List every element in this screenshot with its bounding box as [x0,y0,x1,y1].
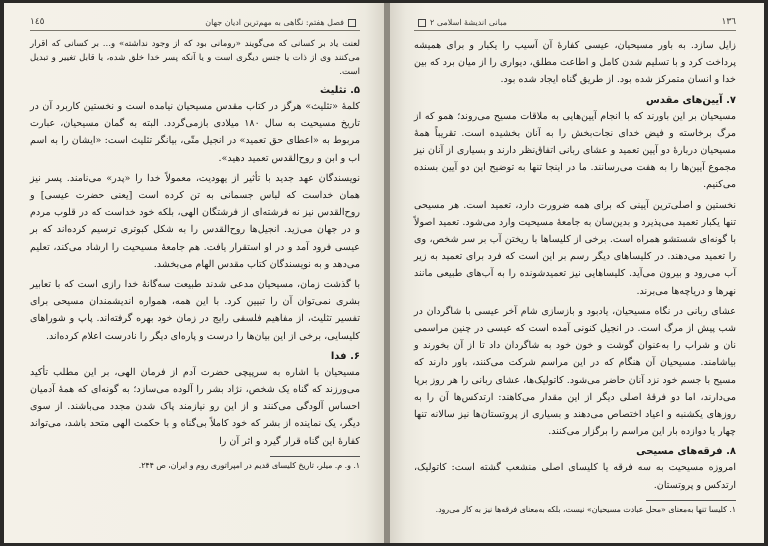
left-header-title: فصل هفتم: نگاهی به مهم‌ترین ادیان جهان [205,17,344,27]
bullet-square-icon [418,19,426,27]
footnote-divider [270,456,360,457]
paragraph: کلمهٔ «تثلیث» هرگز در کتاب مقدس مسیحیان نیامده است و نخستین کاربرد آن در تاریخ مسیحیت به سال ۱۸۰ میلادی بازمی‌گردد. البته به گمان مسیحیان، عبارت مربوط به «اعطای حق تعمید» در انجیل متّی، بیانگر تثلیث است: «ایشان را به اسم اب و ابن و روح‌القدس تعمید دهید». [30,101,360,164]
right-page-number: ١٣٦ [721,17,736,27]
paragraph: مسیحیان با اشاره به سرپیچی حضرت آدم از فرمان الهی، بر این مطلب تأکید می‌ورزند که گناه یک شخص، نژاد بشر را آلوده می‌سازد؛ به گونه‌ای که همهٔ آدمیان احساس آلودگی می‌کنند و از این رو نیازمند پاک شدن مجدد می‌باشند. از سوی دیگر، یک نماینده از بشر که خود کاملاً بی‌گناه و با حکمت الهی متحد باشد، می‌تواند کفارهٔ این گناه قرار گیرد و اثر آن را [30,366,360,447]
paragraph: با گذشت زمان، مسیحیان مدعی شدند طبیعت سه‌گانهٔ خدا رازی است که با تعابیر بشری نمی‌توان آن را تبیین کرد. با این همه، همواره اندیشمندان مسیحی برای تفسیر تثلیث، از مفاهیم فلسفی رایج در زمان خود بهره گرفته‌اند. پاپ و شوراهای کلیسایی، برخی از این بیان‌ها را درست و پاره‌ای دیگر را نادرست اعلام کرده‌اند. [30,279,360,342]
left-page-header [30,17,360,31]
paragraph: مسیحیان بر این باورند که با انجام آیین‌هایی به ملاقات مسیح می‌روند؛ همو که از مرگ برخاسته و فیض خدای نجات‌بخش را به آنان بخشیده است. تقریباً همهٔ مسیحیان دربارهٔ دو آیین تعمید و عشای ربانی اتفاق‌نظر دارند و بسیاری از آنان نیز مجموع آیین‌ها را به هفت می‌رسانند. ما در اینجا تنها به توضیح این دو آیین بسنده می‌کنیم. [414,110,736,191]
section-title-sacraments: ۷. آیین‌های مقدس [646,94,736,106]
footnote-divider [646,500,736,501]
section-title-denominations: ۸. فرقه‌های مسیحی [636,446,736,458]
left-page-number: ١٤٥ [30,17,45,27]
paragraph: نویسندگان عهد جدید با تأثیر از یهودیت، معمولاً خدا را «پدر» می‌نامند. پسر نیز همان خداست که لباس جسمانی به تن کرده است [یعنی حضرت عیسی] و روح‌القدس نیز نه فرشته‌ای از فرشتگان الهی، بلکه خود خداست که در قلوب مردم و در جهان می‌زید. انجیل‌ها روح‌القدس را به شکل کبوتری ترسیم کرده‌اند که بر عیسی فرود آمد و در او استقرار یافت. هم جامعهٔ مسیحیت را ارشاد می‌کند، تعلیم می‌دهد و به نویسندگان کتاب مقدس الهام می‌بخشد. [30,172,360,270]
paragraph: زایل سازد. به باور مسیحیان، عیسی کفارهٔ آن آسیب را یکبار و برای همیشه پرداخت کرد و با تسلیم شدن کامل و اطاعت مطلق، دیواری را از میان برد که بین خدا و انسان متمرکز شده بود. از طریق گناه ایجاد شده بود. [414,40,736,86]
section-title-atonement: ۶. فدا [330,350,360,362]
paragraph: عشای ربانی در نگاه مسیحیان، یادبود و بازسازی شام آخر عیسی با شاگردان در شب پیش از مرگ است. در انجیل کنونی آمده است که عیسی در چنین مراسمی نان و شراب را به‌عنوان گوشت و خون خود به شاگردان داد تا از آن بخورند و بیاشامند. مسیحیان آن هنگام که در این مراسم شرکت می‌کنند، باور دارند که مسیح با جسم خود نزد آنان حاضر می‌شود. کاتولیک‌ها، عشای ربانی را هر روز برپا می‌دارند، اما دو فرقهٔ اصلی دیگر از این مقدار می‌کاهند: ارتدکس‌ها آن را به روزهای یکشنبه و اعیاد اختصاص می‌دهند و بسیاری از پروتستان‌ها نیز سالانه تنها چهار یا دوازده بار این مراسم را برگزار می‌کنند. [414,305,736,438]
bullet-square-icon [348,19,356,27]
right-header-title: مبانی اندیشهٔ اسلامی ۲ [430,17,507,27]
right-page-header [414,17,736,31]
paragraph: امروزه مسیحیت به سه فرقه یا کلیسای اصلی منشعب گشته است: کاتولیک، ارتدکس و پروتستان. [414,462,736,491]
book-spread [4,3,764,543]
intro-quote: لعنت یاد بر کسانی که می‌گویند «رومانی بود که از وجود نداشته» و... بر کسانی که اقرار می‌کنند وی از ذات یا جنس دیگری است و یا آنکه پسر خدا خلق شده، یا قابل تغییر و تبدیل است. [30,39,360,77]
right-page [390,3,764,543]
paragraph: نخستین و اصلی‌ترین آیینی که برای همه ضرورت دارد، تعمید است. هر مسیحی تنها یکبار تعمید می‌پذیرد و بدین‌سان به جامعهٔ مسیحیت وارد می‌شود. تعمید اصولاً با گونه‌ای شستشو همراه است. برخی از کلیساها با ریختن آب بر سر شخص، وی را تعمید می‌دهند. در کلیساهای دیگر رسم بر این است که فرد برای تعمید به زیر آب می‌رود و بیرون می‌آید. کلیساهایی نیز تعمیدشونده را به آب‌های طبیعی مانند نهرها و دریاچه‌ها می‌برند. [414,199,736,297]
footnote: ۱. کلیسا تنها به‌معنای «محل عبادت مسیحیان» نیست، بلکه به‌معنای فرقه‌ها نیز به کار می‌رود. [435,504,736,514]
left-page [4,3,384,543]
section-title-trinity: ۵. تثلیث [320,85,360,96]
footnote: ۱. و. م. میلر، تاریخ کلیسای قدیم در امپراتوری روم و ایران، ص ۲۴۴. [138,460,360,470]
